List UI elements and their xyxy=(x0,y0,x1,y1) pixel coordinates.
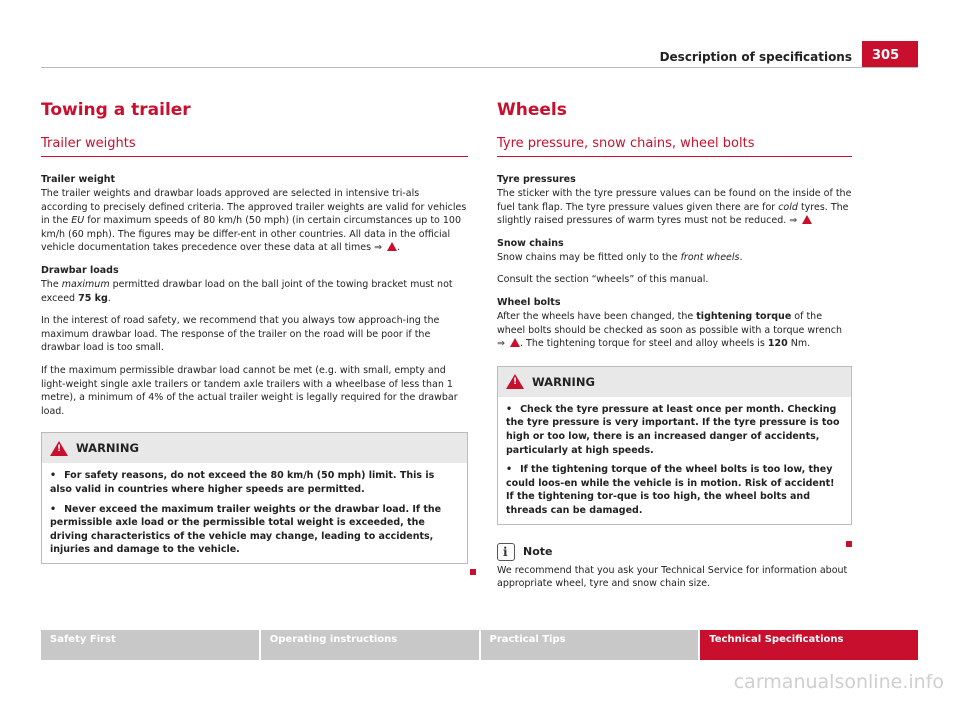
snow-chains-title: Snow chains xyxy=(497,237,564,249)
footer-nav xyxy=(41,630,918,660)
warning-item: • If the tightening torque of the wheel bolts is too low, they could loos-en while the vehicle is in motion. Risk of accident! If the tightening tor-que is too high, the wheel bolts and threads can be damaged. xyxy=(506,464,835,516)
warning-item: • Check the tyre pressure at least once per month. Checking the tyre pressure is very important. If the tyre pressure is too high or too low, there is an increased danger of accidents, particularly at high speeds. xyxy=(506,403,840,456)
page-number: 305 xyxy=(862,41,918,67)
consult-paragraph: Consult the section “wheels” of this manual. xyxy=(497,274,709,286)
footer-tab-technical-specifications[interactable]: Technical Specifications xyxy=(700,630,918,660)
footer-tab-safety-first[interactable]: Safety First xyxy=(41,630,259,660)
info-note-icon xyxy=(497,543,515,561)
note-header: i Note xyxy=(497,543,852,561)
section-heading-wheels: Wheels xyxy=(497,100,567,120)
trailer-weight-title: Trailer weight xyxy=(41,174,116,185)
footer-tab-operating-instructions[interactable]: Operating instructions xyxy=(261,630,479,660)
warning-item: • Never exceed the maximum trailer weights or the drawbar load. If the permissible axle load or the permissible total weight is exceeded, the driving characteristics of the vehicle may change, leading to accidents, injuries and damage to the vehicle. xyxy=(50,503,442,556)
warning-ref-icon[interactable] xyxy=(387,242,397,251)
subheading-tyre-pressure: Tyre pressure, snow chains, wheel bolts xyxy=(497,136,852,157)
road-safety-paragraph: In the interest of road safety, we recommend that you always tow approach-ing the maximum drawbar load. The response of the trailer on the road will be poor if the drawbar load is too small. xyxy=(41,315,440,354)
warning-item: • For safety reasons, do not exceed the 80 km/h (50 mph) limit. This is also valid in countries where higher speeds are permitted. xyxy=(50,470,435,495)
warning-box-trailer xyxy=(41,432,468,564)
left-column xyxy=(41,100,468,564)
footer-tab-practical-tips[interactable]: Practical Tips xyxy=(481,630,699,660)
note-paragraph: We recommend that you ask your Technical Service for information about appropriate wheel, tyre and snow chain size. xyxy=(497,564,848,590)
right-column xyxy=(497,100,852,591)
tyre-pressures-paragraph: The sticker with the tyre pressure values can be found on the inside of the fuel tank flap. The tyre pressure values given there are for cold tyres. The slightly raised pressures of warm tyres must not be reduced. ⇒ xyxy=(497,188,852,227)
section-heading-towing: Towing a trailer xyxy=(41,100,191,120)
warning-box-wheels xyxy=(497,366,852,525)
snow-chains-paragraph: Snow chains may be fitted only to the front wheels. xyxy=(497,251,743,263)
warning-icon xyxy=(506,374,524,389)
wheel-bolts-title: Wheel bolts xyxy=(497,296,561,308)
subheading-trailer-weights: Trailer weights xyxy=(41,136,468,157)
header-rule xyxy=(41,67,918,68)
minimum-load-paragraph: If the maximum permissible drawbar load cannot be met (e.g. with small, empty and light-weight single axle trailers or tandem axle trailers with a wheelbase of less than 1 metre), a minimum of 4% of the actual trailer weight is legally required for the drawbar load. xyxy=(41,364,458,417)
header-title: Description of specifications xyxy=(659,50,852,64)
drawbar-paragraph: The maximum permitted drawbar load on the ball joint of the towing bracket must not exceed 75 kg. xyxy=(41,278,453,304)
warning-ref-icon[interactable] xyxy=(802,215,812,224)
warning-ref-icon[interactable] xyxy=(510,338,520,347)
section-end-marker xyxy=(846,541,852,547)
trailer-weight-paragraph: The trailer weights and drawbar loads approved are selected in intensive tri-als according to precisely defined criteria. The approved trailer weights are valid for vehicles in the EU for maximum speeds of 80 km/h (50 mph) (in certain circumstances up to 100 km/h (60 mph). The figures may be differ-ent in other countries. All data in the official vehicle documentation takes precedence over these data at all times ⇒ . xyxy=(41,188,467,254)
warning-header: ! WARNING xyxy=(498,367,851,397)
warning-icon xyxy=(50,441,68,456)
tyre-pressures-title: Tyre pressures xyxy=(497,174,576,185)
warning-header: ! WARNING xyxy=(42,433,467,463)
drawbar-title: Drawbar loads xyxy=(41,264,119,276)
watermark: carmanualsonline.info xyxy=(733,671,944,693)
section-end-marker xyxy=(470,569,476,575)
wheel-bolts-paragraph: After the wheels have been changed, the tightening torque of the wheel bolts should be checked as soon as possible with a torque wrench ⇒ . The tightening torque for steel and alloy wheels is 120 Nm. xyxy=(497,310,842,350)
